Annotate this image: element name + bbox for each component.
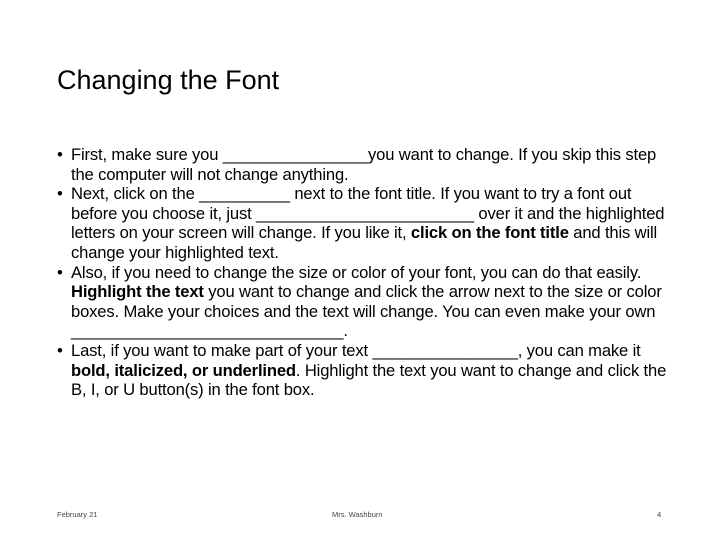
bullet-2-text-b: and this will change your highlighted text.	[71, 223, 658, 262]
bullet-3-text-a: Also, if you need to change the size or color of your font, you can do that easily.	[71, 262, 642, 282]
footer-page-number: 4	[657, 510, 662, 519]
bullet-dot: •	[57, 262, 63, 282]
bullet-3-text-b: you want to change and click the arrow next to the size or color boxes. Make your choices and the text will change. You can even make your own ______________________________.	[71, 282, 662, 341]
bullet-dot: •	[57, 145, 63, 164]
bullet-dot: •	[57, 340, 63, 360]
bullet-4-text-a: Last, if you want to make part of your text ________________, you can make it	[71, 340, 641, 360]
bullet-dot: •	[57, 184, 63, 204]
bullet-1-text: First, make sure you ________________you want to change. If you skip this step the computer will not change anything.	[71, 145, 657, 184]
bullet-4-text-b: . Highlight the text you want to change and click the B, I, or U button(s) in the font box.	[71, 360, 667, 400]
bullet-3	[57, 263, 672, 341]
bullet-3-bold: Highlight the text	[71, 282, 204, 302]
bullet-2-text-a: Next, click on the __________ next to the font title. If you want to try a font out before you choose it, just ________________________ over it and the highlighted letters on your screen will change. If you like it,	[71, 184, 665, 243]
slide-title: Changing the Font	[57, 65, 280, 95]
bullet-1	[57, 145, 672, 184]
footer-author: Mrs. Washburn	[332, 510, 383, 519]
footer-date: February 21	[57, 510, 98, 519]
bullet-4	[57, 341, 672, 400]
bullet-2-bold: click on the font title	[410, 223, 569, 243]
slide-body	[57, 145, 672, 400]
bullet-4-bold: bold, italicized, or underlined	[71, 360, 296, 380]
bullet-2	[57, 184, 672, 262]
